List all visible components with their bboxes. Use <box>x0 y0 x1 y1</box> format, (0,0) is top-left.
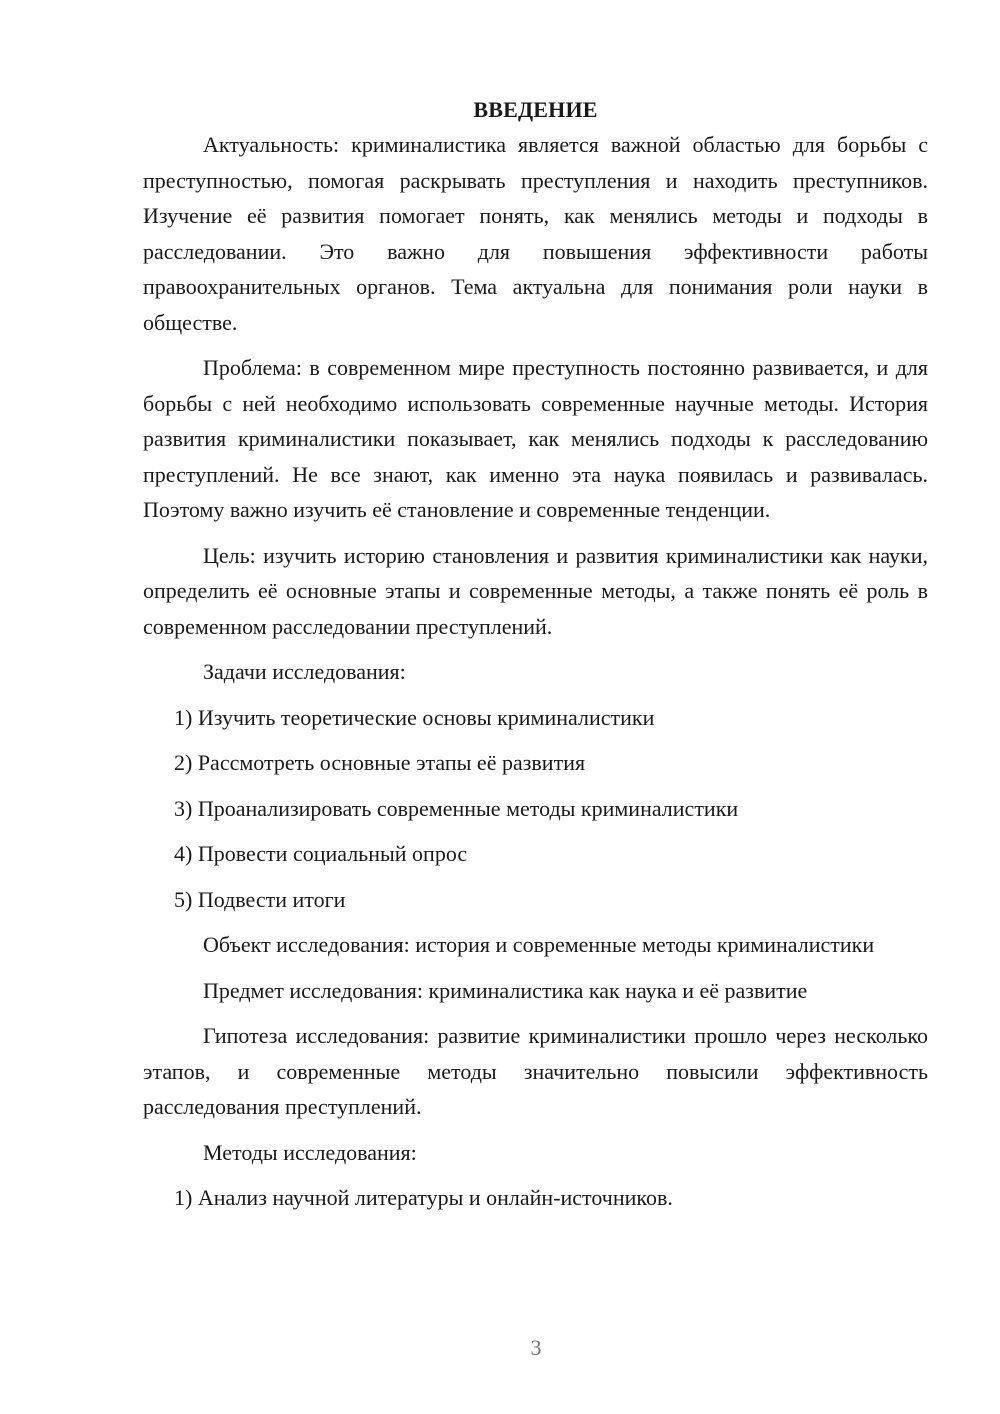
object-paragraph: Объект исследования: история и современные методы криминалистики <box>203 932 875 957</box>
document-body <box>143 92 928 1227</box>
problem-paragraph: Проблема: в современном мире преступность постоянно развивается, и для борьбы с ней необходимо использовать современные научные методы. История развития криминалистики показывает, как менялись подходы к расследованию преступлений. Не все знают, как именно эта наука появилась и развивалась. Поэтому важно изучить её становление и современные тенденции. <box>143 355 928 522</box>
methods-heading: Методы исследования: <box>203 1139 417 1165</box>
task-item: 4) Провести социальный опрос <box>174 841 468 866</box>
task-item: 5) Подвести итоги <box>174 886 346 912</box>
section-title: ВВЕДЕНИЕ <box>473 97 598 122</box>
task-item: 2) Рассмотреть основные этапы её развития <box>174 750 586 775</box>
subject-paragraph: Предмет исследования: криминалистика как наука и её развитие <box>203 977 808 1003</box>
task-item: 1) Изучить теоретические основы криминалистики <box>174 704 655 730</box>
tasks-heading: Задачи исследования: <box>203 659 406 684</box>
goal-paragraph: Цель: изучить историю становления и развития криминалистики как науки, определить её основные этапы и современные методы, а также понять её роль в современном расследовании преступлений. <box>143 542 928 639</box>
task-item: 3) Проанализировать современные методы криминалистики <box>174 795 739 821</box>
method-item: 1) Анализ научной литературы и онлайн-источников. <box>174 1185 673 1210</box>
hypothesis-paragraph: Гипотеза исследования: развитие криминалистики прошло через несколько этапов, и современные методы значительно повысили эффективность расследования преступлений. <box>143 1023 928 1119</box>
relevance-paragraph: Актуальность: криминалистика является важной областью для борьбы с преступностью, помогая раскрывать преступления и находить преступников. Изучение её развития помогает понять, как менялись методы и подходы в расследовании. Это важно для повышения эффективности работы правоохранительных органов. Тема актуальна для понимания роли науки в обществе. <box>143 132 928 335</box>
page-number: 3 <box>530 1335 542 1360</box>
